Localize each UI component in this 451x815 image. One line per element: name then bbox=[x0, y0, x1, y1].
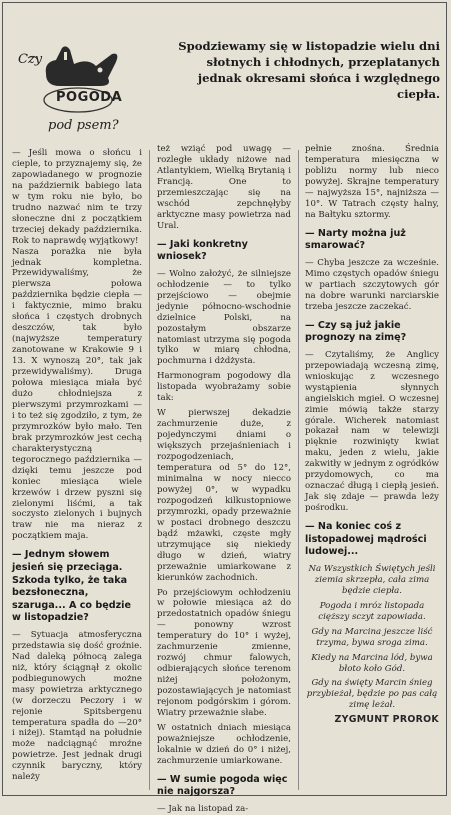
paragraph: pełnie znośna. Średnia temperatura miesięczna w pobliżu normy lub nieco powyżej. Skrajne temperatury — najwyższa 15°, najniższa —10°. W Tatrach częsty halny, na Bałtyku sztormy. bbox=[305, 144, 439, 220]
paragraph: W ostatnich dniach miesiąca poważniejsze ochłodzenie, lokalnie w dzień do 0° i niżej, zachmurzenie umiarkowane. bbox=[157, 722, 291, 766]
question: — Jednym słowem jesień się przeciąga. Szkoda tylko, że taka bezsłoneczna, szaruga... A co będzie w listopadzie? bbox=[12, 549, 131, 624]
question: — Narty można już smarować? bbox=[305, 227, 406, 252]
paragraph: Nasza porażka nie była jednak kompletna. Przewidywaliśmy, że pierwsza połowa października będzie ciepła — i faktycznie, mimo braku słońca i częstych drobnych deszczów, tak było (najwyższe temperatury zanotowane w Krakowie 9 i 13. X wynoszą 20°, tak jak przewidywaliśmy). Druga połowa miesiąca miała być dużo chłodniejsza z pierwszymi przymrozkami — i to też się zgodziło, z tym, że przymrozków było mało. Ten brak przymrozków jest cechą charakterystyczną tegorocznego października — dzięki temu jeszcze pod koniec miesiąca wiele krzewów i drzew pyszni się zielonymi liśćmi, a tak soczysto zielonych i bujnych traw nie ma nieraz z początkiem maja. bbox=[12, 246, 142, 542]
column-divider bbox=[149, 150, 150, 790]
proverb: Gdy na Marcina jeszcze liść trzyma, bywa sroga zima. bbox=[311, 626, 433, 648]
logo bbox=[16, 38, 136, 143]
question: — W sumie pogoda więc nie najgorsza? bbox=[157, 773, 288, 798]
proverb: Na Wszystkich Świętych jeśli ziemia skrzepła, cała zima będzie ciepła. bbox=[308, 563, 436, 596]
question: — Czy są już jakie prognozy na zimę? bbox=[305, 319, 407, 344]
proverb: Pogoda i mróz listopada cięższy sczyt zapowiada. bbox=[318, 600, 426, 622]
paragraph: — Jeśli mowa o słońcu i cieple, to przyznajemy się, że zapowiadanego w prognozie na październik babiego lata w tym roku nie było, bo trudno nazwać nim te trzy słoneczne dni z początkiem trzeciej dekady października. Rok to naprawdę wyjątkowy! bbox=[12, 148, 142, 246]
proverb: Gdy na święty Marcin śnieg przybieżał, będzie po pas całą zimę leżał. bbox=[306, 678, 438, 711]
paragraph: — Wolno założyć, że silniejsze ochłodzenie — to tylko przejściowo — obejmie jedynie północno-wschodnie dzielnice Polski, na pozostałym obszarze natomiast utrzyma się pogoda tylko w miarę chłodna, pochmurna i dżdżysta. bbox=[157, 268, 291, 367]
logo-pod-psem: pod psem? bbox=[48, 118, 119, 133]
logo-pogoda: POGODA bbox=[56, 90, 123, 105]
column-1 bbox=[12, 148, 142, 783]
proverb: Kiedy na Marcina lód, bywa błoto koło Gód. bbox=[311, 652, 433, 674]
paragraph: też wziąć pod uwagę — rozległe układy niżowe nad Atlantykiem, Wielką Brytanią i Francją. One to przemieszczając się na wschód zepchnęłyby arktyczne masy powietrza nad Ural. bbox=[157, 144, 291, 231]
column-2 bbox=[157, 144, 291, 815]
question: — Na koniec coś z listopadowej mądrości ludowej... bbox=[305, 521, 427, 558]
paragraph: Harmonogram pogodowy dla listopada wyobrażamy sobie tak: bbox=[157, 371, 291, 404]
logo-czy: Czy bbox=[18, 52, 43, 67]
paragraph: — Sytuacja atmosferyczna przedstawia się dość groźnie. Nad daleką północą zalega niż, który ściągnął z okolic podbiegunowych możne masy powietrza arktycznego (w dorzeczu Peczory i w rejonie Spitsbergenu temperatura spadła do —20° i niżej). Stamtąd na południe może nadciągnąć mroźne powietrze. Jest jednak drugi czynnik baryczny, który należy bbox=[12, 629, 142, 783]
column-divider bbox=[298, 150, 299, 790]
author-signature: ZYGMUNT PROROK bbox=[334, 714, 439, 726]
paragraph: — Czytaliśmy, że Anglicy przepowiadają wczesną zimę, wnioskując z wczesnego wystąpienia słynnych angielskich mgieł. O wczesnej zimie mówią także starzy górale. Wicherek natomiast pokazał nam w telewizji pięknie rozwinięty kwiat maku, jeden z wielu, jakie zakwitły w jednym z ogródków przydomowych, co ma oznaczać długą i ciepłą jesień. Jak się zdaje — prawda leży pośrodku. bbox=[305, 349, 439, 514]
headline: Spodziewamy się w listopadzie wielu dni słotnych i chłodnych, przeplatanych jednak okresami słońca i względnego ciepła. bbox=[178, 39, 440, 101]
paragraph: — Chyba jeszcze za wcześnie. Mimo częstych opadów śniegu w partiach szczytowych gór na dobre warunki narciarskie trzeba jeszcze zaczekać. bbox=[305, 257, 439, 312]
paragraph: — Jak na listopad za- bbox=[157, 803, 249, 814]
question: — Jaki konkretny wniosek? bbox=[157, 238, 248, 263]
paragraph: W pierwszej dekadzie zachmurzenie duże, z pojedynczymi dniami o większych przejaśnieniach i rozpogodzeniach, temperatura od 5° do 12°, minimalna w nocy niecco powyżej 0°, w wypadku rozpogodzeń kilkustopniowe przymrozki, opady przeważnie w postaci drobnego deszczu bądź mżawki, częste mgły utrzymujące się niekiedy długo w dzień, wiatry przeważnie umiarkowane z kierunków zachodnich. bbox=[157, 408, 291, 583]
paragraph: Po przejściowym ochłodzeniu w połowie miesiąca aż do przedostatnich opadów śniegu — ponowny wzrost temperatury do 10° i wyżej, zachmurzenie zmienne, rozwój chmur falowych, odbierających słońce terenom niżej położonym, pozostawiających je natomiast rejonom podgórskim i górom. Wiatry przeważnie słabe. bbox=[157, 587, 291, 718]
column-3 bbox=[305, 144, 439, 726]
